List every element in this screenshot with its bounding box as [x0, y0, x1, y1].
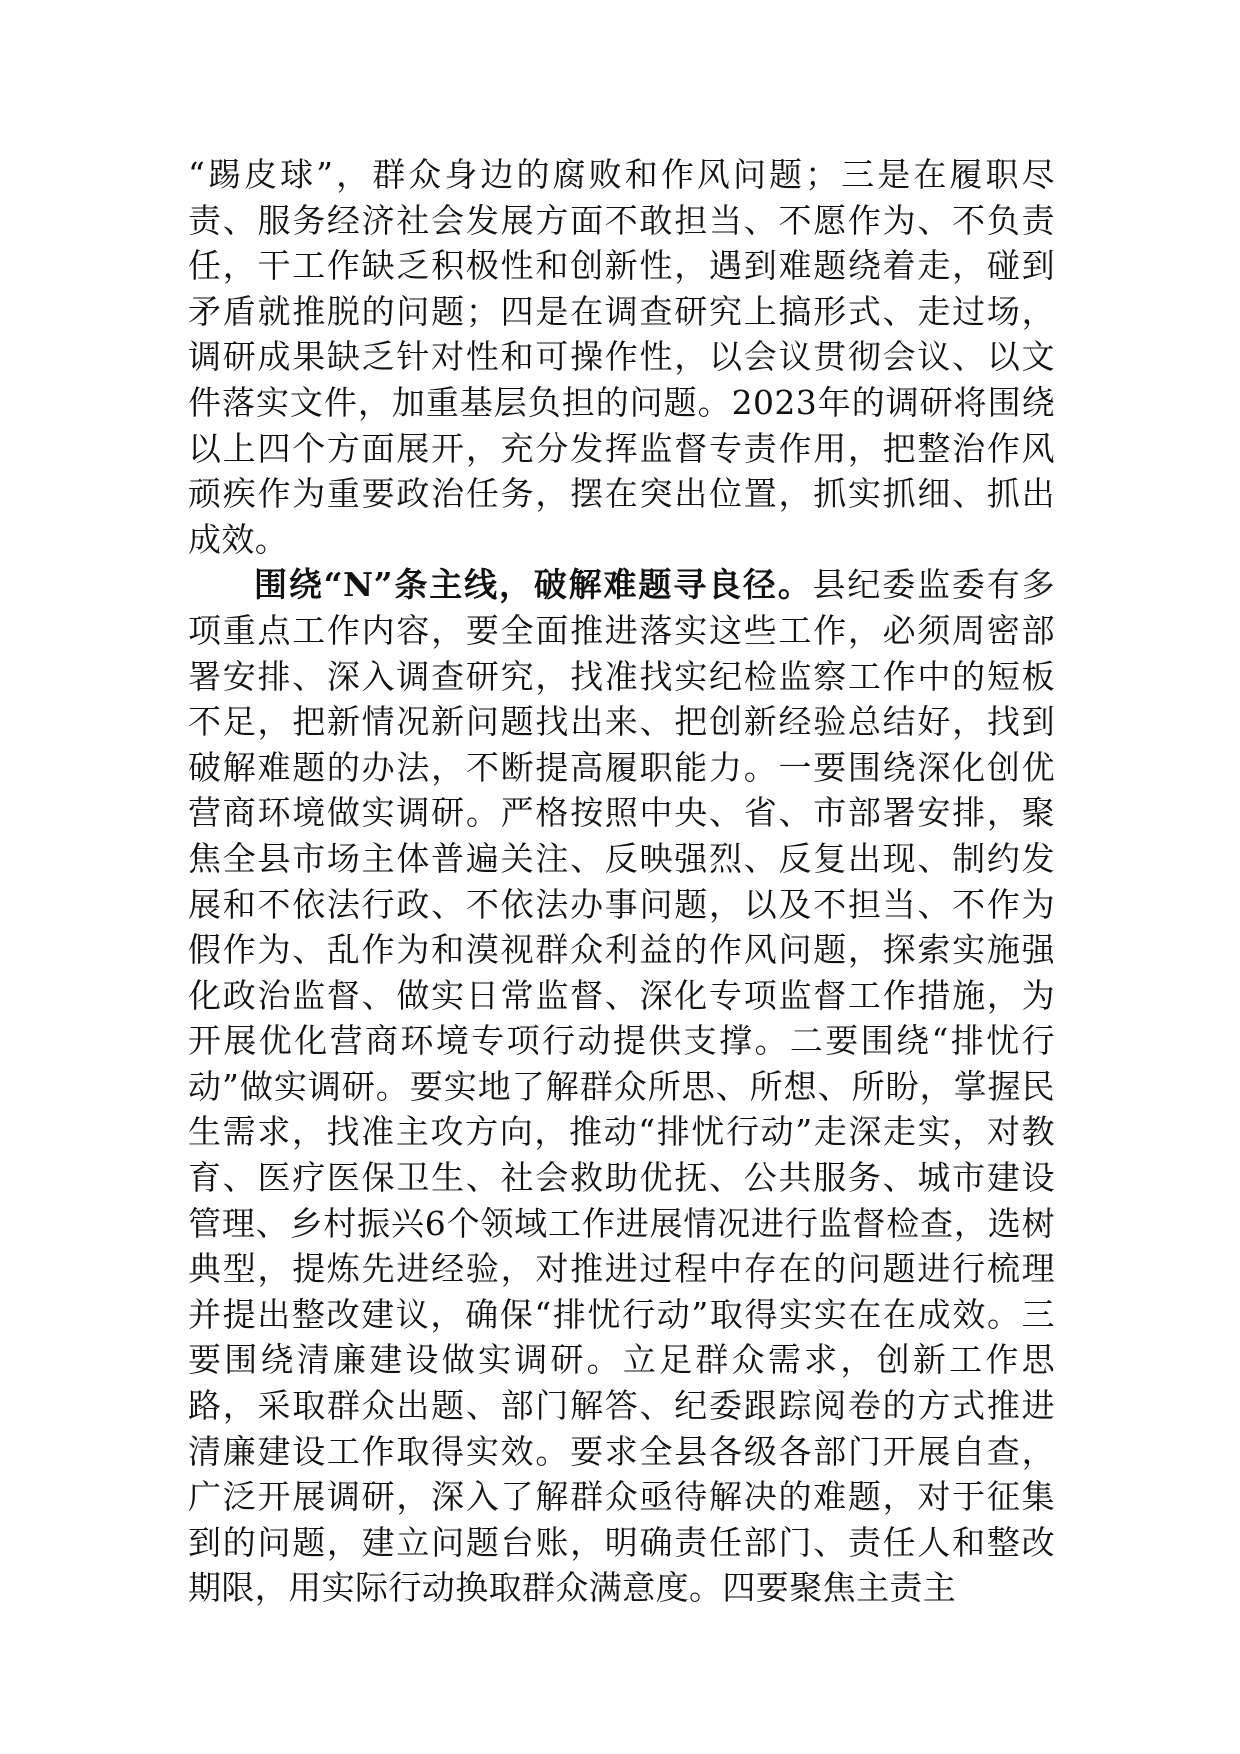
paragraph-lead-heading: 围绕“N”条主线，破解难题寻良径。 [254, 565, 813, 605]
paragraph-n-mainlines [188, 562, 1055, 1611]
paragraph-text: 县纪委监委有多项重点工作内容，要全面推进落实这些工作，必须周密部署安排、深入调查研究，找准找实纪检监察工作中的短板不足，把新情况新问题找出来、把创新经验总结好，找到破解难题的办法，不断提高履职能力。一要围绕深化创优营商环境做实调研。严格按照中央、省、市部署安排，聚焦全县市场主体普遍关注、反映强烈、反复出现、制约发展和不依法行政、不依法办事问题，以及不担当、不作为假作为、乱作为和漠视群众利益的作风问题，探索实施强化政治监督、做实日常监督、深化专项监督工作措施，为开展优化营商环境专项行动提供支撑。二要围绕“排忧行动”做实调研。要实地了解群众所思、所想、所盼，掌握民生需求，找准主攻方向，推动“排忧行动”走深走实，对教育、医疗医保卫生、社会救助优抚、公共服务、城市建设管理、乡村振兴6个领域工作进展情况进行监督检查，选树典型，提炼先进经验，对推进过程中存在的问题进行梳理并提出整改建议，确保“排忧行动”取得实实在在成效。三要围绕清廉建设做实调研。立足群众需求，创新工作思路，采取群众出题、部门解答、纪委跟踪阅卷的方式推进清廉建设工作取得实效。要求全县各级各部门开展自查，广泛开展调研，深入了解群众亟待解决的难题，对于征集到的问题，建立问题台账，明确责任部门、责任人和整改期限，用实际行动换取群众满意度。四要聚焦主责主 [188, 565, 1055, 1608]
paragraph-continuation [188, 152, 1055, 562]
paragraph-text: “踢皮球”，群众身边的腐败和作风问题；三是在履职尽责、服务经济社会发展方面不敢担当、不愿作为、不负责任，干工作缺乏积极性和创新性，遇到难题绕着走，碰到矛盾就推脱的问题；四是在调查研究上搞形式、走过场，调研成果缺乏针对性和可操作性，以会议贯彻会议、以文件落实文件，加重基层负担的问题。2023年的调研将围绕以上四个方面展开，充分发挥监督专责作用，把整治作风顽疾作为重要政治任务，摆在突出位置，抓实抓细、抓出成效。 [188, 155, 1055, 559]
document-body [188, 152, 1055, 1611]
